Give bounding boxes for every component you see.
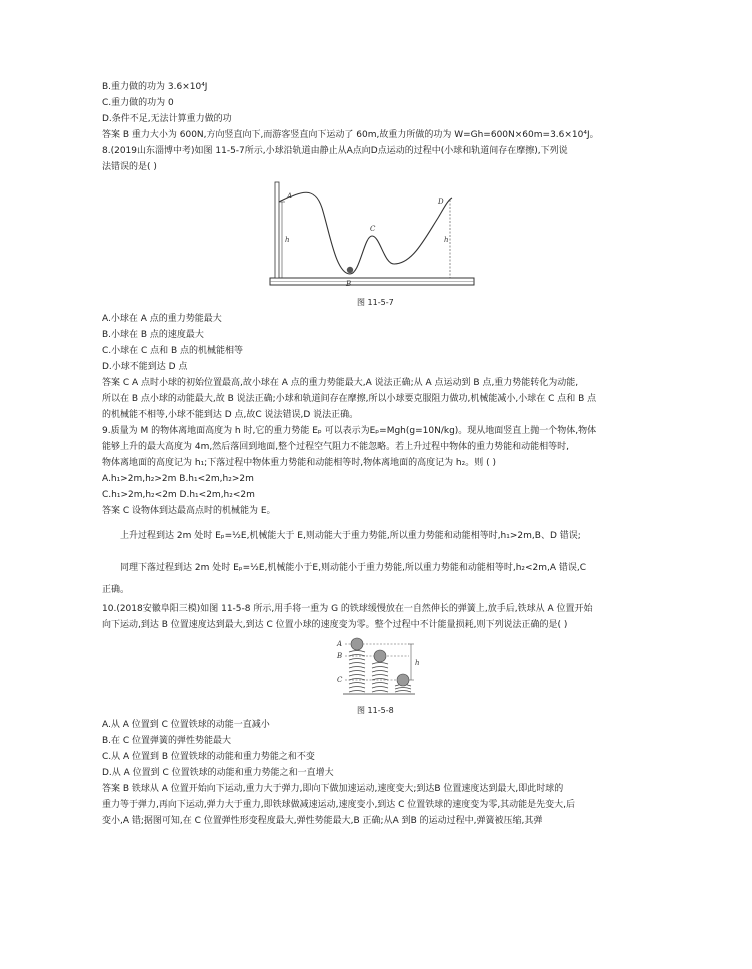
spring-figure (335, 634, 435, 700)
q9-answer-line2: 上升过程到达 2m 处时 Eₚ=½E,机械能大于 E,则动能大于重力势能,所以重力势能和动能相等时,h₁>2m,B、D 错误; (120, 531, 581, 541)
ball-at-a (351, 638, 363, 650)
ball-at-c (397, 674, 409, 686)
q9-answer-line4: 正确。 (102, 585, 130, 595)
label-c: C (337, 676, 343, 684)
label-h-left: h (285, 236, 290, 244)
q8-stem-line2: 法错误的是( ) (102, 162, 157, 172)
label-b: B (337, 652, 343, 660)
label-c: C (370, 225, 376, 233)
q9-options-line1: A.h₁>2m,h₂>2m B.h₁<2m,h₂>2m (102, 474, 254, 484)
label-a: A (287, 192, 293, 200)
label-b: B (346, 280, 352, 288)
ball (347, 267, 353, 273)
q9-stem-line3: 物体离地面的高度记为 h₁;下落过程中物体重力势能和动能相等时,物体离地面的高度记为 h₂。则 ( ) (102, 458, 496, 468)
q10-option-a: A.从 A 位置到 C 位置铁球的动能一直减小 (102, 720, 270, 730)
spring-at-b (372, 663, 388, 693)
q10-answer-line2: 重力等于弹力,再向下运动,弹力大于重力,即铁球做减速运动,速度变小,到达 C 位置铁球的速度变为零,其动能是先变大,后 (102, 800, 576, 810)
ball-at-b (374, 650, 386, 662)
spring-natural (349, 651, 365, 693)
track-curve (279, 192, 452, 274)
q10-answer-line1: 答案 B 铁球从 A 位置开始向下运动,重力大于弹力,即向下做加速运动,速度变大;到达B 位置速度达到最大,即此时球的 (102, 784, 564, 794)
q10-option-b: B.在 C 位置弹簧的弹性势能最大 (102, 736, 232, 746)
q10-option-d: D.从 A 位置到 C 位置铁球的动能和重力势能之和一直增大 (102, 768, 334, 778)
q8-option-c: C.小球在 C 点和 B 点的机械能相等 (102, 346, 244, 356)
q9-stem-line2: 能够上升的最大高度为 4m,然后落回到地面,整个过程空气阻力不能忽略。若上升过程中物体的重力势能和动能相等时, (102, 442, 569, 452)
q8-answer-line3: 的机械能不相等,小球不能到达 D 点,故C 说法错误,D 说法正确。 (102, 410, 359, 420)
q8-option-a: A.小球在 A 点的重力势能最大 (102, 314, 222, 324)
q8-answer-line1: 答案 C A 点时小球的初始位置最高,故小球在 A 点的重力势能最大,A 说法正确;从 A 点运动到 B 点,重力势能转化为动能, (102, 378, 579, 388)
q9-answer-line1: 答案 C 设物体到达最高点时的机械能为 E。 (102, 506, 276, 516)
q10-stem-line1: 10.(2018安徽阜阳三模)如图 11-5-8 所示,用手将一重为 G 的铁球缓慢放在一自然伸长的弹簧上,放手后,铁球从 A 位置开始 (102, 604, 593, 614)
q7-option-d: D.条件不足,无法计算重力做的功 (102, 114, 232, 124)
q8-option-d: D.小球不能到达 D 点 (102, 362, 188, 372)
figure-caption-11-5-8: 图 11-5-8 (357, 706, 394, 715)
label-a: A (337, 640, 343, 648)
q10-stem-line2: 向下运动,到达 B 位置速度达到最大,到达 C 位置小球的速度变为零。整个过程中不计能量损耗,则下列说法正确的是( ) (102, 620, 568, 630)
q7-option-b: B.重力做的功为 3.6×10⁴J (102, 82, 208, 92)
q9-answer-line3: 同理下落过程到达 2m 处时 Eₚ=½E,机械能小于E,则动能小于重力势能,所以重力势能和动能相等时,h₂<2m,A 错误,C (120, 563, 587, 573)
figure-caption-11-5-7: 图 11-5-7 (357, 298, 394, 307)
q7-answer: 答案 B 重力大小为 600N,方向竖直向下,而游客竖直向下运动了 60m,故重力所做的功为 W=Gh=600N×60m=3.6×10⁴J。 (102, 130, 599, 140)
q10-answer-line3: 变小,A 错;据图可知,在 C 位置弹性形变程度最大,弹性势能最大,B 正确;从A 到B 的运动过程中,弹簧被压缩,其弹 (102, 816, 543, 826)
q9-options-line2: C.h₁>2m,h₂<2m D.h₁<2m,h₂<2m (102, 490, 255, 500)
q7-option-c: C.重力做的功为 0 (102, 98, 174, 108)
q8-stem-line1: 8.(2019山东淄博中考)如图 11-5-7所示,小球沿轨道由静止从A点向D点运动的过程中(小球和轨道间存在摩擦),下列说 (102, 146, 568, 156)
label-h: h (415, 659, 420, 667)
support-post (275, 182, 279, 278)
q9-stem-line1: 9.质量为 M 的物体离地面高度为 h 时,它的重力势能 Eₚ 可以表示为Eₚ=Mgh(g=10N/kg)。现从地面竖直上抛一个物体,物体 (102, 426, 597, 436)
track-figure (268, 178, 478, 296)
q8-answer-line2: 所以在 B 点小球的动能最大,故 B 说法正确;小球和轨道间存在摩擦,所以小球要克服阻力做功,机械能减小,小球在 C 点和 B 点 (102, 394, 597, 404)
label-d: D (438, 198, 444, 206)
label-h-right: h (444, 236, 449, 244)
q10-option-c: C.从 A 位置到 B 位置铁球的动能和重力势能之和不变 (102, 752, 315, 762)
q8-option-b: B.小球在 B 点的速度最大 (102, 330, 204, 340)
